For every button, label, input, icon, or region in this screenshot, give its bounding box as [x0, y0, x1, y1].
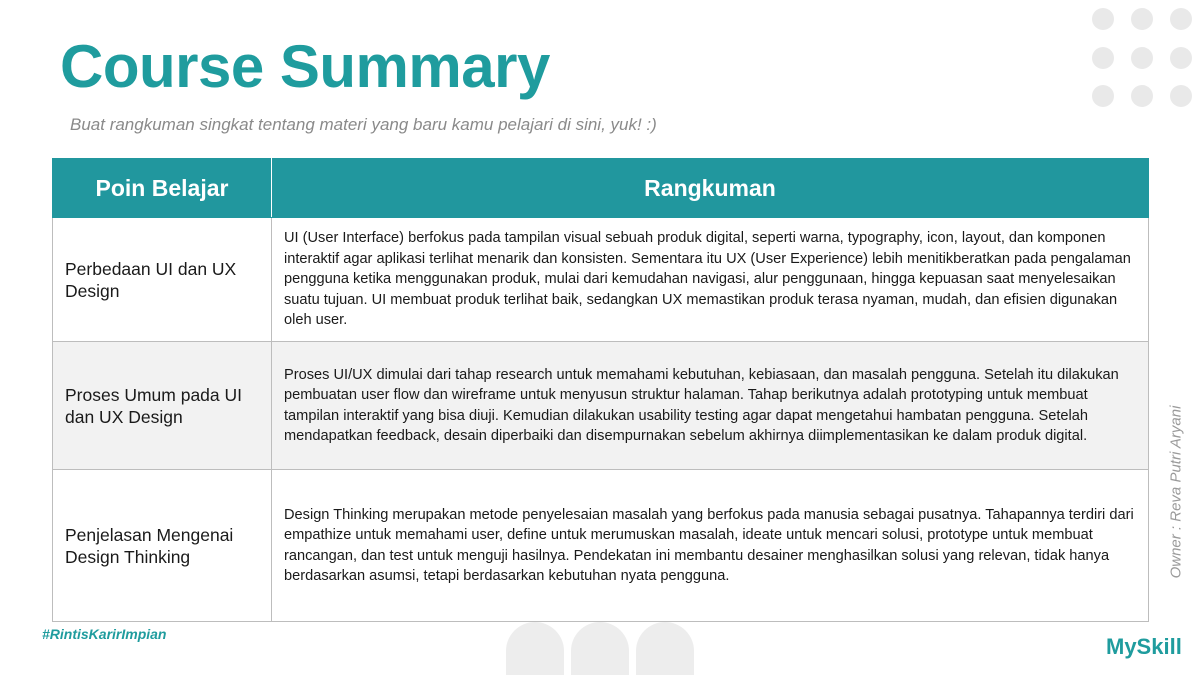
decorative-dots — [1092, 8, 1200, 108]
hashtag-text: #RintisKarirImpian — [42, 626, 167, 642]
dot — [1131, 85, 1153, 107]
dot — [1131, 47, 1153, 69]
summary-cell: Design Thinking merupakan metode penyelesaian masalah yang berfokus pada manusia sebagai pusatnya. Tahapannya terdiri dari empathize untuk memahami user, define untuk merumuskan masalah, ideate untuk mencari solusi, prototype untuk membuat rancangan, dan test untuk menguji hasilnya. Pendekatan ini membantu desainer menghasilkan solusi yang relevan, tidak hanya berdasarkan asumsi, tetapi berdasarkan kebutuhan nyata pengguna. — [272, 470, 1149, 622]
decorative-arch — [506, 622, 564, 675]
dot — [1170, 85, 1192, 107]
dot — [1092, 8, 1114, 30]
table-row — [53, 470, 1149, 622]
decorative-arch — [636, 622, 694, 675]
dot — [1092, 85, 1114, 107]
dot — [1170, 47, 1192, 69]
header-rangkuman: Rangkuman — [272, 159, 1149, 218]
dot — [1131, 8, 1153, 30]
page-title: Course Summary — [60, 33, 550, 100]
learning-point-cell: Proses Umum pada UI dan UX Design — [53, 342, 272, 470]
summary-cell: Proses UI/UX dimulai dari tahap research untuk memahami kebutuhan, kebiasaan, dan masalah pengguna. Setelah itu dilakukan pembuatan user flow dan wireframe untuk menyusun struktur halaman. Tahap berikutnya adalah prototyping untuk membuat tampilan interaktif yang bisa diuji. Kemudian dilakukan usability testing agar dapat mengetahui hambatan pengguna. Setelah mendapatkan feedback, desain diperbaiki dan disempurnakan sebelum akhirnya diimplementasikan ke dalam produk digital. — [272, 342, 1149, 470]
decorative-arch — [571, 622, 629, 675]
dot — [1170, 8, 1192, 30]
table-row — [53, 342, 1149, 470]
learning-point-cell: Penjelasan Mengenai Design Thinking — [53, 470, 272, 622]
summary-table — [52, 158, 1149, 622]
summary-cell: UI (User Interface) berfokus pada tampilan visual sebuah produk digital, seperti warna, typography, icon, layout, dan komponen interaktif agar aplikasi terlihat menarik dan konsisten. Sementara itu UX (User Experience) lebih menitikberatkan pada pengalaman pengguna ketika menggunakan produk, mulai dari kemudahan navigasi, alur penggunaan, hingga kepuasan saat menyelesaikan suatu tujuan. UI membuat produk terlihat baik, sedangkan UX memastikan produk terasa nyaman, mudah, dan efisien digunakan oleh user. — [272, 218, 1149, 342]
myskill-logo: MySkill — [1106, 634, 1182, 659]
header-poin-belajar: Poin Belajar — [53, 159, 272, 218]
dot — [1092, 47, 1114, 69]
page-subtitle: Buat rangkuman singkat tentang materi yang baru kamu pelajari di sini, yuk! :) — [70, 115, 657, 134]
owner-credit: Owner : Reva Putri Aryani — [1167, 405, 1185, 579]
table-header-row — [53, 159, 1149, 218]
table-row — [53, 218, 1149, 342]
learning-point-cell: Perbedaan UI dan UX Design — [53, 218, 272, 342]
